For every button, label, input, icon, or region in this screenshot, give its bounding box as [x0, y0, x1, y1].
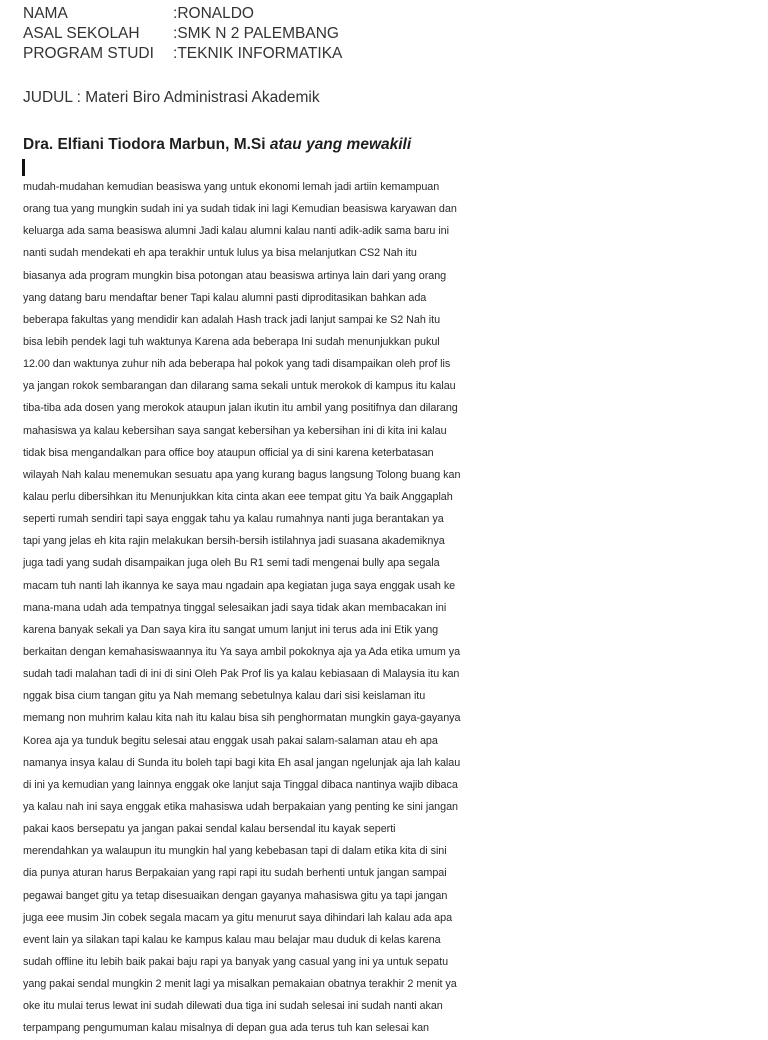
- info-value: RONALDO: [177, 5, 254, 22]
- student-info: [23, 4, 753, 64]
- info-label: NAMA: [23, 5, 68, 22]
- info-separator: :: [173, 45, 178, 62]
- transcript-line: ya jangan rokok sembarangan dan dilarang sama sekali untuk merokok di kampus itu kalau: [23, 380, 456, 393]
- info-row-nama: [23, 4, 753, 24]
- transcript-line: 12.00 dan waktunya zuhur nih ada beberapa hal pokok yang tadi disampaikan oleh prof lis: [23, 358, 451, 371]
- transcript-line: sudah offline itu lebih baik pakai baju rapi ya banyak yang casual yang ini ya untuk sepatu: [23, 955, 449, 968]
- transcript-line: berkaitan dengan kemahasiswaannya itu Ya saya ambil pokoknya aja ya Ada etika umum ya: [23, 645, 461, 658]
- transcript-line: sudah tadi malahan tadi di ini di sini Oleh Pak Prof lis ya kalau kebiasaan di Malaysia itu kan: [23, 668, 460, 681]
- transcript-line: merendahkan ya walaupun itu mungkin hal yang kebebasan tapi di dalam etika kita di sini: [23, 845, 447, 858]
- transcript-line: macam tuh nanti lah ikannya ke saya mau ngadain apa kegiatan juga saya enggak usah ke: [23, 579, 456, 592]
- transcript-line: pakai kaos bersepatu ya jangan pakai sendal kalau bersendal itu kayak seperti: [23, 823, 396, 836]
- transcript-line: mahasiswa ya kalau kebersihan saya sangat kebersihan ya kebersihan ini di kita ini kalau: [23, 424, 447, 437]
- transcript-line: mudah-mudahan kemudian beasiswa yang untuk ekonomi lemah jadi artiin kemampuan: [23, 181, 440, 193]
- transcript-line: yang pakai sendal mungkin 2 menit lagi ya misalkan pemakaian obatnya terakhir 2 menit ya: [23, 978, 457, 991]
- transcript-body[interactable]: [23, 176, 763, 1039]
- transcript-line: keluarga ada sama beasiswa alumni Jadi kalau alumni kalau nanti adik-adik sama baru ini: [23, 225, 449, 238]
- info-value: SMK N 2 PALEMBANG: [177, 25, 339, 42]
- transcript-line: tiba-tiba ada dosen yang merokok ataupun jalan ikutin itu ambil yang positifnya dan dilarang: [23, 402, 458, 415]
- transcript-line: di ini ya kemudian yang lainnya enggak oke lanjut saja Tinggal dibaca nantinya wajib dibaca: [23, 778, 458, 791]
- info-separator: :: [173, 5, 178, 22]
- speaker-name: Dra. Elfiani Tiodora Marbun, M.Si: [23, 136, 266, 153]
- info-row-asal-sekolah: [23, 24, 753, 44]
- transcript-line: juga eee musim Jin cobek segala macam ya gitu menurut saya dihindari lah kalau ada apa: [23, 911, 453, 924]
- transcript-line: orang tua yang mungkin sudah ini ya sudah tidak ini lagi Kemudian beasiswa karyawan dan: [23, 203, 457, 216]
- transcript-line: pegawai banget gitu ya tetap disesuaikan dengan gayanya mahasiswa gitu ya tapi jangan: [23, 889, 448, 902]
- transcript-line: nggak bisa cium tangan gitu ya Nah memang sebetulnya kalau dari sisi keislaman itu: [23, 690, 426, 703]
- transcript-line: namanya insya kalau di Sunda itu boleh tapi bagi kita Eh asal jangan ngelunjak aja lah kalau: [23, 756, 461, 769]
- transcript-line: beberapa fakultas yang mendidir kan adalah Hash track jadi lanjut sampai ke S2 Nah itu: [23, 313, 441, 326]
- info-value: TEKNIK INFORMATIKA: [177, 45, 343, 62]
- transcript-line: mana-mana udah ada tempatnya tinggal selesaikan jadi saya tidak akan membacakan ini: [23, 601, 447, 614]
- speaker-alternate: atau yang mewakili: [269, 136, 412, 153]
- document-title: JUDUL : Materi Biro Administrasi Akademik: [23, 89, 320, 106]
- transcript-line: seperti rumah sendiri tapi saya enggak tahu ya kalau rumahnya nanti juga berantakan ya: [23, 513, 444, 526]
- transcript-line: ya kalau nah ini saya enggak etika mahasiswa udah berpakaian yang penting ke sini jangan: [23, 800, 458, 813]
- transcript-line: nanti sudah mendekati eh apa terakhir untuk lulus ya bisa melanjutkan CS2 Nah itu: [23, 247, 417, 260]
- transcript-line: tidak bisa mengandalkan para office boy ataupun official ya di sini karena keterbatasan: [23, 446, 434, 459]
- info-label: PROGRAM STUDI: [23, 45, 154, 62]
- transcript-line: yang datang baru mendaftar bener Tapi kalau alumni pasti diproditasikan bahkan ada: [23, 291, 427, 304]
- speaker-heading: [23, 135, 411, 155]
- transcript-line: memang non muhrim kalau kita nah itu kalau bisa sih penghormatan mungkin gaya-gayanya: [23, 712, 461, 725]
- transcript-line: wilayah Nah kalau menemukan sesuatu apa yang kurang bagus langsung Tolong buang kan: [23, 468, 461, 481]
- transcript-line: tapi yang jelas eh kita rajin melakukan bersih-bersih istilahnya jadi suasana akademiknya: [23, 535, 445, 548]
- transcript-line: kalau perlu dibersihkan itu Menunjukkan kita cinta akan eee tempat gitu Ya baik Anggaplah: [23, 490, 453, 503]
- transcript-line: bisa lebih pendek lagi tuh waktunya Karena ada beberapa Ini sudah menunjukkan pukul: [23, 335, 440, 348]
- info-row-program-studi: [23, 44, 753, 64]
- transcript-line: Korea aja ya tunduk begitu selesai atau enggak usah pakai salam-salaman atau eh apa: [23, 734, 438, 747]
- transcript-line: karena banyak sekali ya Dan saya kira itu sangat umum lanjut ini terus ada ini Etik yang: [23, 623, 439, 636]
- info-separator: :: [173, 25, 178, 42]
- transcript-line: juga tadi yang sudah disampaikan juga oleh Bu R1 semi tadi mengenai bully apa segala: [23, 557, 440, 570]
- text-cursor[interactable]: [22, 159, 25, 176]
- transcript-line: biasanya ada program mungkin bisa potongan atau beasiswa artinya lain dari yang orang: [23, 269, 447, 282]
- transcript-line: terpampang pengumuman kalau misalnya di depan gua ada terus tuh kan selesai kan: [23, 1022, 430, 1035]
- info-label: ASAL SEKOLAH: [23, 25, 140, 42]
- transcript-line: oke itu mulai terus lewat ini sudah dilewati dua tiga ini sudah selesai ini sudah nanti akan: [23, 1000, 443, 1013]
- transcript-line: event lain ya silakan tapi kalau ke kampus kalau mau belajar mau duduk di kelas karena: [23, 933, 441, 946]
- transcript-line: dia punya aturan harus Berpakaian yang rapi rapi itu sudah berhenti untuk jangan sampai: [23, 867, 447, 880]
